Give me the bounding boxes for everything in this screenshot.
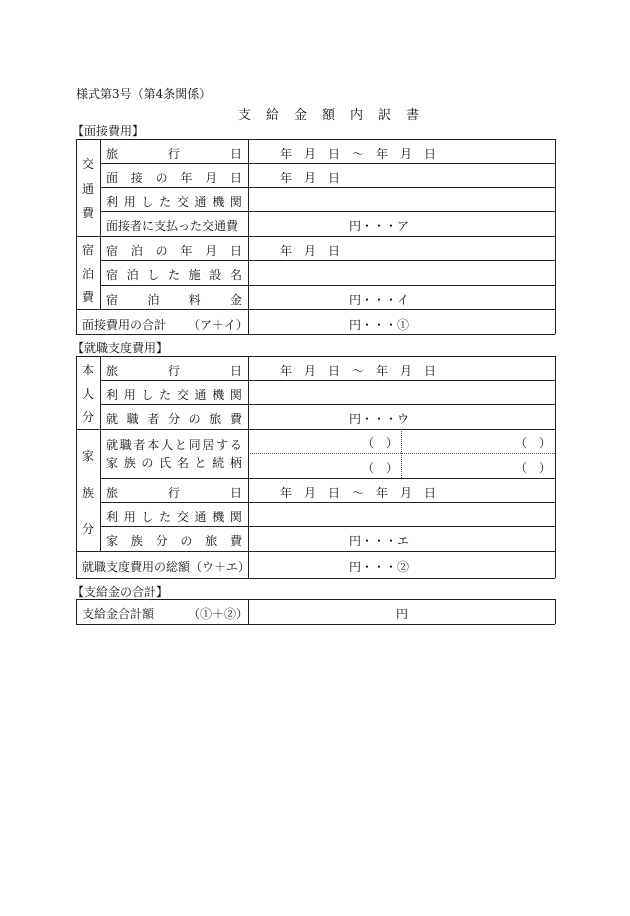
family-portion-label: 家 族 分 [81, 449, 94, 536]
page-title: 支給金額内訳書 [238, 108, 435, 123]
fare-paid-label: 面接者に支払った交通費 [106, 219, 239, 233]
family-travel-cost-label: 家 族 分 の 旅 費 [106, 534, 242, 548]
self-travel-cost-value: 円・・・ウ [349, 412, 410, 426]
self-transport-used-label: 利 用 し た 交 通 機 関 [106, 388, 242, 402]
employment-total-label: 就職支度費用の総額（ウ＋エ） [82, 560, 251, 574]
grand-total-value: 円 [396, 607, 409, 621]
lodging-fee-value: 円・・・イ [349, 293, 410, 307]
fare-paid-value: 円・・・ア [349, 219, 410, 233]
self-travel-cost-label: 就 職 者 分 の 旅 費 [106, 412, 242, 426]
grand-total-label: 支給金合計額 [82, 607, 155, 621]
interview-date-label: 面 接 の 年 月 日 [106, 171, 242, 185]
travel-date-label: 旅 行 日 [106, 147, 242, 161]
self-portion-label: 本 人 分 [81, 363, 94, 424]
lodging-fee-label: 宿 泊 料 金 [106, 293, 242, 307]
form-number: 様式第3号（第4条関係） [76, 87, 212, 101]
lodging-cost-label: 宿 泊 費 [81, 243, 94, 304]
family-travel-date-label: 旅 行 日 [106, 486, 242, 500]
interview-total-formula: （ア＋イ） [188, 318, 249, 332]
family-travel-date-value: 年 月 日 〜 年 月 日 [280, 486, 437, 500]
cohabitant-label-line2: 家 族 の 氏 名 と 続 柄 [106, 456, 242, 470]
transport-cost-label: 交 通 費 [81, 157, 94, 220]
interview-date-value: 年 月 日 [280, 171, 341, 185]
stay-date-value: 年 月 日 [280, 244, 341, 258]
interview-total-label: 面接費用の合計 [82, 318, 167, 332]
employment-total-value: 円・・・② [349, 560, 410, 574]
section-header-employment: 【就職支度費用】 [72, 341, 169, 355]
travel-date-value: 年 月 日 〜 年 月 日 [280, 147, 437, 161]
self-travel-date-value: 年 月 日 〜 年 月 日 [280, 364, 437, 378]
interview-total-value: 円・・・① [349, 318, 410, 332]
facility-label: 宿 泊 し た 施 設 名 [106, 268, 242, 282]
cohabitant-label-line1: 就 職 者 本 人 と 同 居 す る [106, 438, 242, 452]
family-transport-used-label: 利 用 し た 交 通 機 関 [106, 510, 242, 524]
stay-date-label: 宿 泊 の 年 月 日 [106, 244, 242, 258]
family-travel-cost-value: 円・・・エ [349, 534, 410, 548]
relation-paren-1: （ ） [362, 436, 399, 450]
relation-paren-2: （ ） [515, 436, 552, 450]
section-header-grand: 【支給金の合計】 [72, 585, 169, 599]
relation-paren-3: （ ） [362, 461, 399, 475]
transport-used-label: 利 用 し た 交 通 機 関 [106, 195, 242, 209]
grand-total-formula: （①＋②） [188, 607, 249, 621]
self-travel-date-label: 旅 行 日 [106, 364, 242, 378]
relation-paren-4: （ ） [515, 461, 552, 475]
section-header-interview: 【面接費用】 [72, 124, 145, 138]
